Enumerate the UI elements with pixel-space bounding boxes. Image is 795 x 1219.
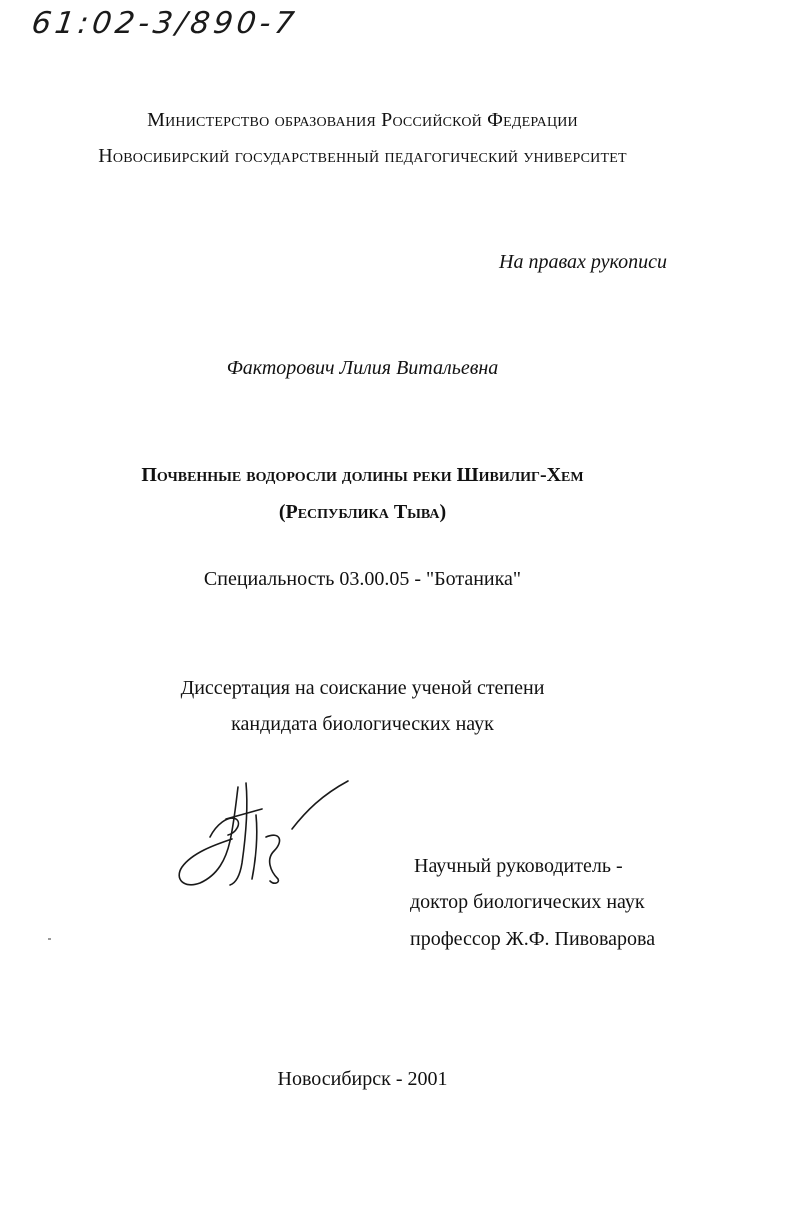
supervisor-role: Научный руководитель - bbox=[414, 855, 623, 877]
dissertation-purpose-line-2: кандидата биологических наук bbox=[231, 713, 494, 735]
author-name: Факторович Лилия Витальевна bbox=[226, 357, 499, 379]
university-heading: Новосибирский государственный педагогический университет bbox=[98, 145, 627, 167]
specialty-line: Специальность 03.00.05 - "Ботаника" bbox=[203, 568, 522, 590]
dissertation-title-line-1: Почвенные водоросли долины реки Шивилиг-Хем bbox=[141, 464, 584, 486]
ministry-heading: Министерство образования Российской Федерации bbox=[147, 109, 578, 131]
supervisor-name: профессор Ж.Ф. Пивоварова bbox=[410, 928, 656, 950]
scan-speck bbox=[48, 938, 51, 940]
handwritten-signature bbox=[170, 775, 360, 890]
catalog-number: 61:02-3/890-7 bbox=[29, 6, 301, 41]
manuscript-note: На правах рукописи bbox=[499, 251, 667, 273]
dissertation-purpose-line-1: Диссертация на соискание ученой степени bbox=[180, 677, 545, 699]
dissertation-title-line-2: (Республика Тыва) bbox=[278, 501, 447, 523]
city-and-year: Новосибирск - 2001 bbox=[277, 1068, 448, 1090]
supervisor-degree: доктор биологических наук bbox=[410, 891, 645, 913]
